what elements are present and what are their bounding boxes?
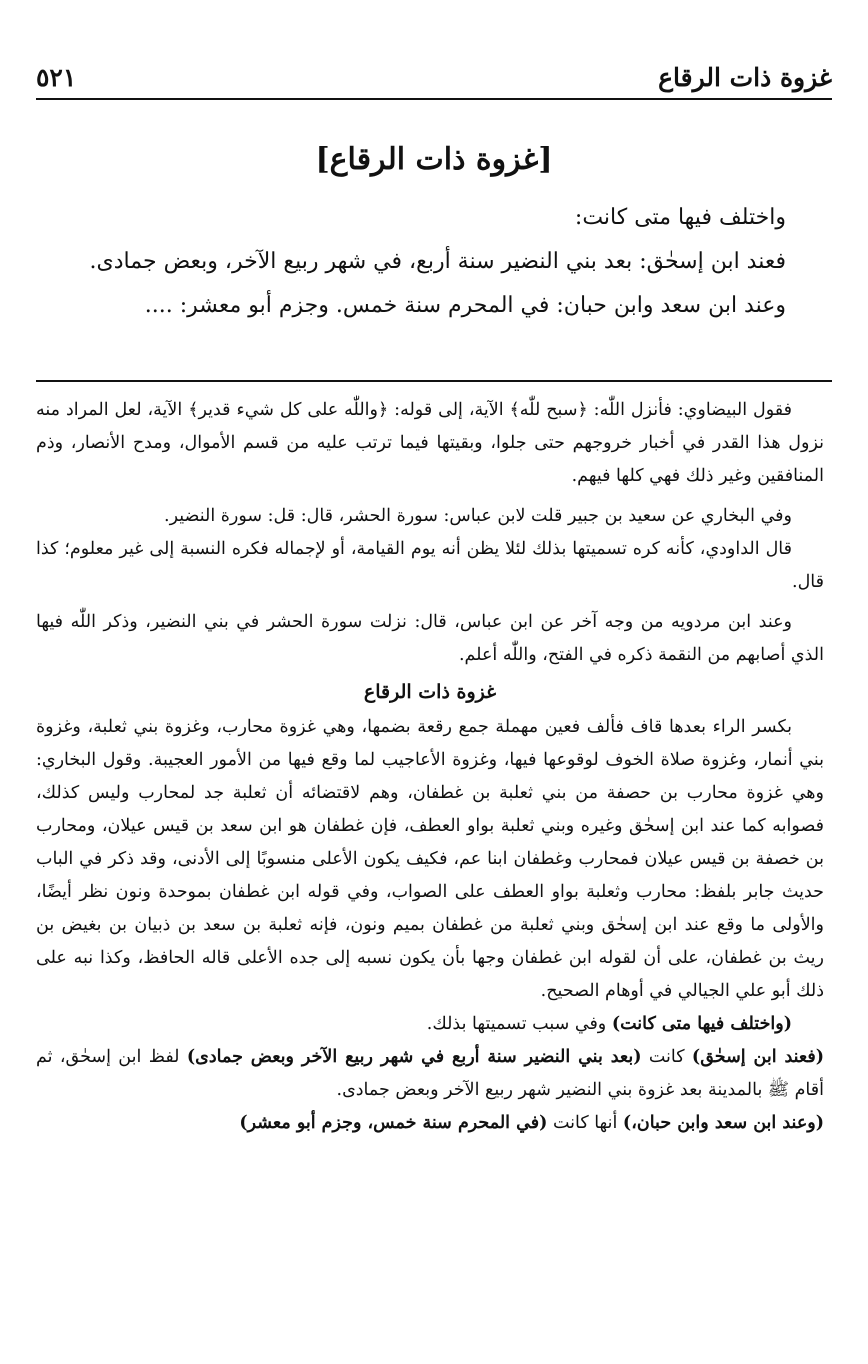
running-title: غزوة ذات الرقاع xyxy=(658,63,832,92)
commentary-text: لفظ ابن إسحٰق، ثم أقام ﷺ بالمدينة بعد غزوة بني النضير شهر ربيع الآخر وبعض جمادى. xyxy=(36,1047,824,1100)
commentary-paragraph: فقول البيضاوي: فأنزل اللّٰه: ﴿سبح للّٰه﴾ الآية، إلى قوله: ﴿واللّٰه على كل شيء قدير﴾ الآية، لعل المراد منه نزول هذا القدر في أخبار خروجهم حتى جلوا، وبقيتها فيما ترتب عليه من قسم الأموال، ومدح الأنصار، وذم المنافقين وغير ذلك فهي كلها فيهم. xyxy=(36,400,824,486)
main-paragraph: واختلف فيها متى كانت: xyxy=(574,205,786,230)
commentary-paragraph: قال الداودي، كأنه كره تسميتها بذلك لئلا يظن أنه يوم القيامة، أو لإجماله فكره النسبة إلى غير معلوم؛ كذا قال. xyxy=(36,539,824,592)
quoted-text: (في المحرم سنة خمس، وجزم أبو معشر) xyxy=(239,1113,548,1133)
commentary-paragraph xyxy=(36,1041,824,1107)
commentary-paragraph: وعند ابن مردويه من وجه آخر عن ابن عباس، قال: نزلت سورة الحشر في بني النضير، وذكر اللّٰه فيها الذي أصابهم من النقمة ذكره في الفتح، واللّٰه أعلم. xyxy=(36,612,824,665)
quoted-text: (وعند ابن سعد وابن حبان،) xyxy=(622,1113,824,1133)
quoted-text: (فعند ابن إسحٰق) xyxy=(691,1047,825,1067)
page-number: ٥٢١ xyxy=(36,63,77,92)
quoted-text: (واختلف فيها متى كانت) xyxy=(611,1014,792,1034)
chapter-title xyxy=(0,142,868,177)
commentary-paragraph: بكسر الراء بعدها قاف فألف فعين مهملة جمع رقعة بضمها، وهي غزوة محارب، وغزوة بني ثعلبة، وغزوة بني أنمار، وغزوة صلاة الخوف لوقوعها فيها، وغزوة الأعاجيب لما وقع فيها من الأمور العجيبة. وقول البخاري: وهي غزوة محارب بن حصفة من بني ثعلبة بن غطفان، وهم لاقتضائه أن ثعلبة جد لمحارب وليس كذلك، فصوابه كما عند ابن إسحٰق وغيره وبني ثعلبة بواو العطف، فإن غطفان هو ابن سعد بن قيس عيلان، ومحارب بن خصفة بن قيس عيلان فمحارب وغطفان ابنا عم، فكيف يكون الأعلى منسوبًا إلى الأدنى، وقد ذكر في الباب حديث جابر بلفظ: محارب وثعلبة بواو العطف على الصواب، وفي قوله ابن غطفان بموحدة ونون نظر أيضًا، والأولى ما وقع عند ابن إسحٰق وبني ثعلبة من غطفان بميم ونون، فإنه ثعلبة بن سعد بن ذبيان بن بغيض بن ريث بن غطفان، على أن لقوله ابن غطفان وجها بأن يكون نسبه إلى جده الأعلى قاله الحافظ، وكذا نبه على ذلك أبو علي الجيالي في أوهام الصحيح. xyxy=(36,717,825,1001)
main-text xyxy=(40,196,822,328)
footnote-separator xyxy=(36,380,832,382)
header-rule xyxy=(36,98,832,100)
commentary-paragraph xyxy=(36,1107,824,1140)
main-paragraph: وعند ابن سعد وابن حبان: في المحرم سنة خمس. وجزم أبو معشر: .... xyxy=(144,293,786,318)
main-paragraph: فعند ابن إسحٰق: بعد بني النضير سنة أربع، في شهر ربيع الآخر، وبعض جمادى. xyxy=(89,249,786,274)
commentary-subheading: غزوة ذات الرقاع xyxy=(363,681,497,703)
commentary-paragraph: وفي البخاري عن سعيد بن جبير قلت لابن عباس: سورة الحشر، قال: قل: سورة النضير. xyxy=(164,506,792,526)
commentary-paragraph xyxy=(36,1008,824,1041)
commentary xyxy=(36,394,824,1140)
commentary-text: كانت xyxy=(641,1047,692,1067)
running-header xyxy=(36,52,832,92)
commentary-text: وفي سبب تسميتها بذلك. xyxy=(426,1014,612,1034)
commentary-text: أنها كانت xyxy=(547,1113,623,1133)
chapter-title-text: [غزوة ذات الرقاع] xyxy=(315,142,553,177)
quoted-text: (بعد بني النضير سنة أربع في شهر ربيع الآخر وبعض جمادى) xyxy=(186,1047,642,1067)
